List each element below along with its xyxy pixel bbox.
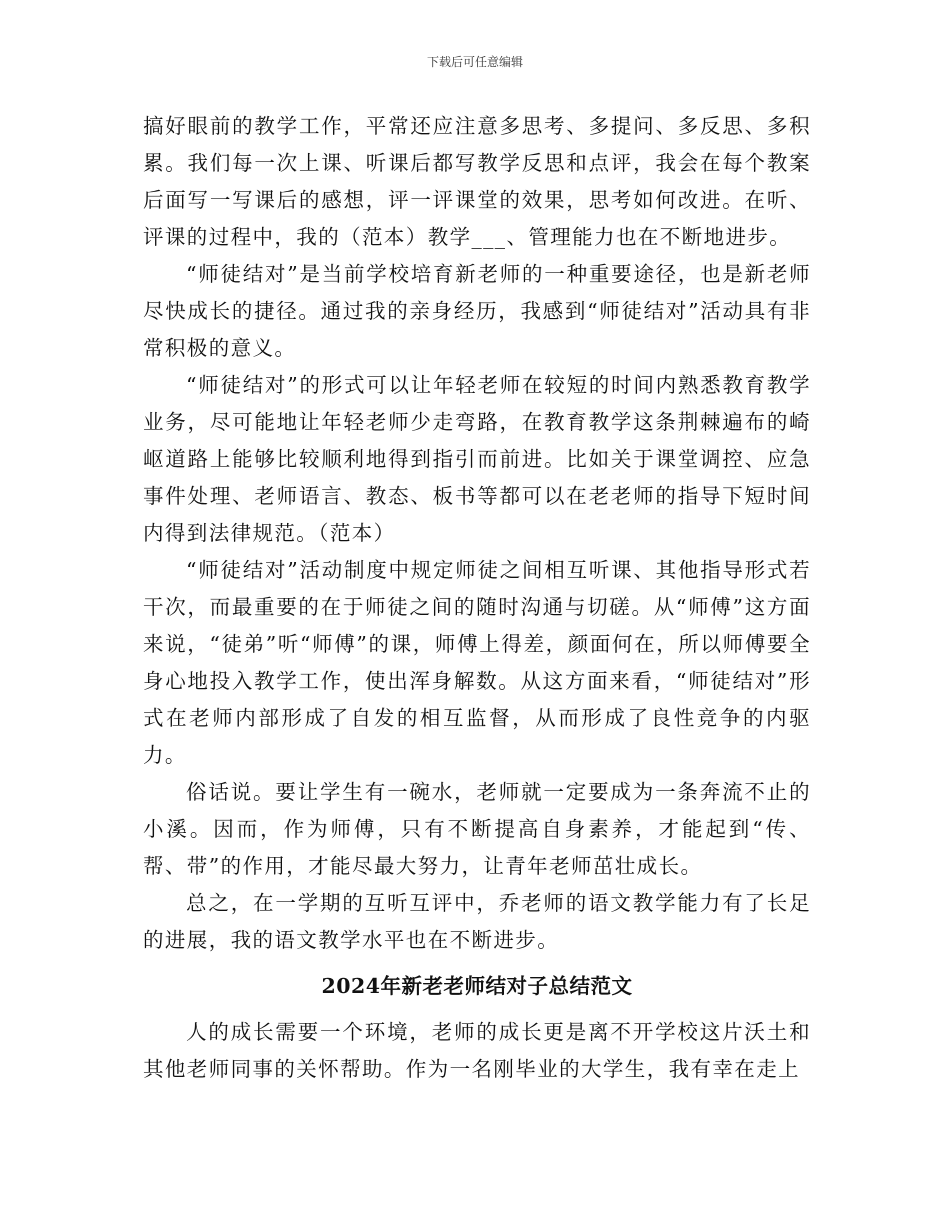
paragraph-continuation: 搞好眼前的教学工作，平常还应注意多思考、多提问、多反思、多积累。我们每一次上课、听课后都写教学反思和点评，我会在每个教案后面写一写课后的感想，评一评课堂的效果，思考如何改进。在听、评课的过程中，我的（范本）教学___、管理能力也在不断地进步。 (143, 114, 811, 249)
page-header: 下载后可任意编辑 (426, 55, 523, 69)
paragraph: 总之，在一学期的互听互评中，乔老师的语文教学能力有了长足的进展，我的语文教学水平也在不断进步。 (143, 891, 811, 952)
document-body (143, 108, 811, 1088)
paragraph: 俗话说。要让学生有一碗水，老师就一定要成为一条奔流不止的小溪。因而，作为师傅，只有不断提高自身素养，才能起到“传、帮、带”的作用，才能尽最大努力，让青年老师茁壮成长。 (143, 780, 811, 878)
paragraph: “师徒结对”是当前学校培育新老师的一种重要途径，也是新老师尽快成长的捷径。通过我的亲身经历，我感到“师徒结对”活动具有非常积极的意义。 (143, 262, 811, 360)
section-title: 2024年新老老师结对子总结范文 (321, 974, 633, 998)
paragraph: “师徒结对”的形式可以让年轻老师在较短的时间内熟悉教育教学业务，尽可能地让年轻老师少走弯路，在教育教学这条荆棘遍布的崎岖道路上能够比较顺利地得到指引而前进。比如关于课堂调控、应急事件处理、老师语言、教态、板书等都可以在老老师的指导下短时间内得到法律规范。（范本） (143, 373, 811, 545)
paragraph: 人的成长需要一个环境，老师的成长更是离不开学校这片沃土和其他老师同事的关怀帮助。作为一名刚毕业的大学生，我有幸在走上 (143, 1020, 811, 1081)
paragraph: “师徒结对”活动制度中规定师徒之间相互听课、其他指导形式若干次，而最重要的在于师徒之间的随时沟通与切磋。从“师傅”这方面来说，“徒弟”听“师傅”的课，师傅上得差，颜面何在，所以师傅要全身心地投入教学工作，使出浑身解数。从这方面来看，“师徒结对”形式在老师内部形成了自发的相互监督，从而形成了良性竞争的内驱力。 (143, 558, 811, 767)
